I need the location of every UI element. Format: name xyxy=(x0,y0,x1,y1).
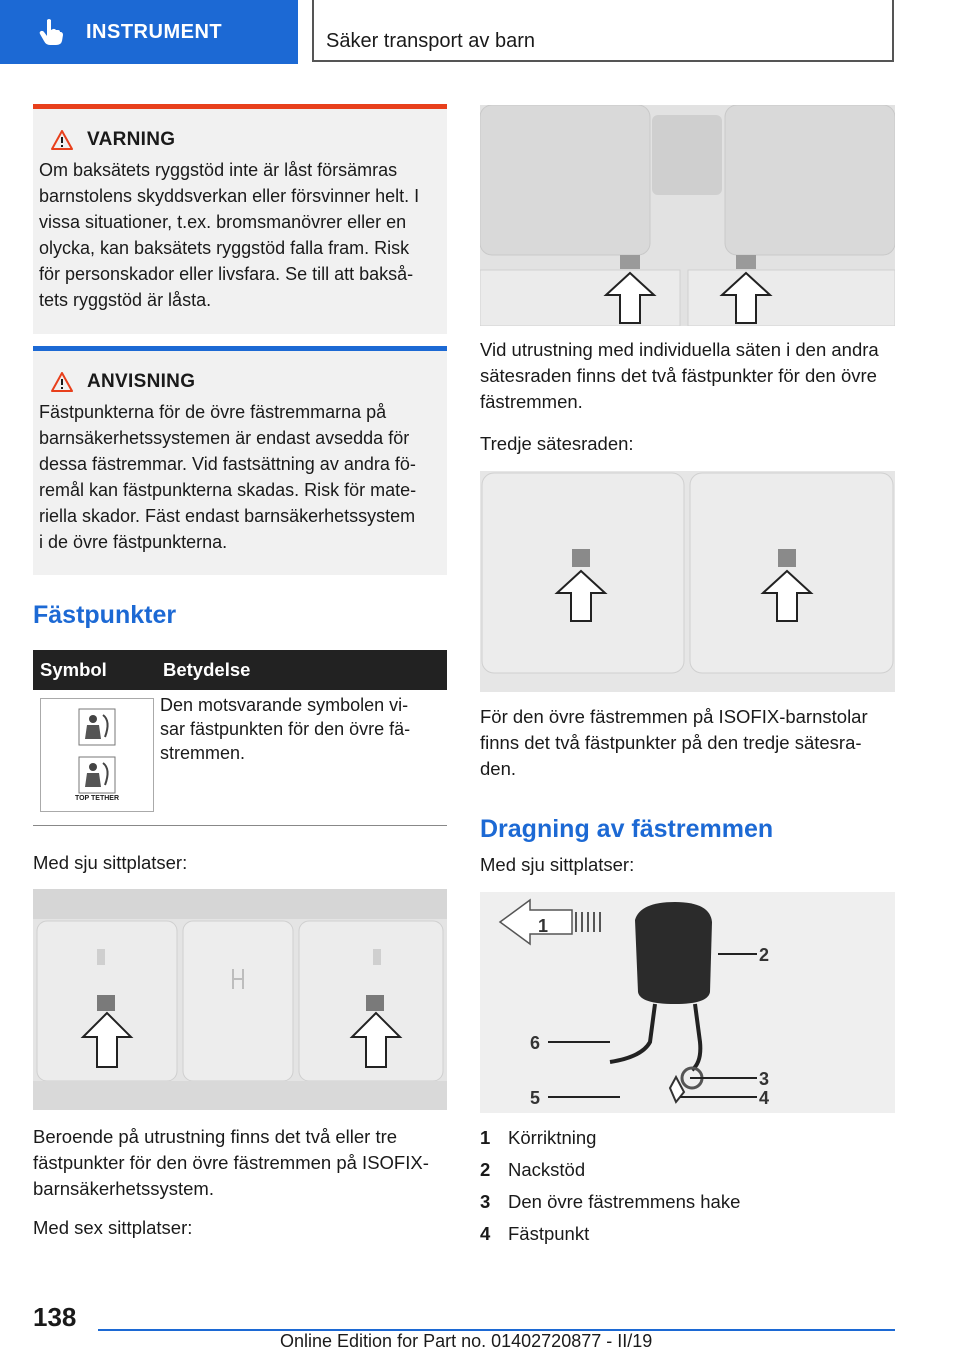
six-seats-label: Med sex sittplatser: xyxy=(33,1217,193,1238)
third-row-text: För den övre fästremmen på ISOFIX-barnstolar finns det två fästpunkter på den tredje sätesra- den. xyxy=(480,706,868,779)
tether-routing-figure xyxy=(480,892,895,1113)
page-title: Säker transport av barn xyxy=(326,30,535,52)
symbol-meaning: Den motsvarande symbolen vi- sar fästpunkten för den övre fä- stremmen. xyxy=(160,695,411,763)
pointing-hand-icon xyxy=(36,17,66,47)
section-heading-dragning: Dragning av fästremmen xyxy=(480,815,774,843)
warning-text: Om baksätets ryggstöd inte är låst försämras barnstolens skyddsverkan eller försvinner helt. I vissa situationer, t.ex. bromsmanövrer eller en olycka, kan baksätets ryggstöd falla fram. Risk för personskador eller livsfara. Se till att bakså- tets ryggstöd är låsta. xyxy=(39,160,420,310)
third-row-label: Tredje sätesraden: xyxy=(480,433,634,454)
warning-box xyxy=(33,104,447,334)
table-header xyxy=(33,650,447,690)
availability-text: Beroende på utrustning finns det två eller tre fästpunkter för den övre fästremmen på ISOFIX- barnsäkerhetssystem. xyxy=(33,1126,429,1199)
list-item: 2 Nackstöd xyxy=(480,1159,586,1180)
callout-6: 6 xyxy=(530,1033,541,1053)
seven-seat-anchor-figure xyxy=(33,889,447,1110)
table-row xyxy=(33,690,447,826)
warning-title: VARNING xyxy=(87,129,176,150)
callout-1: 1 xyxy=(538,916,549,936)
caution-triangle-icon xyxy=(51,372,73,392)
warning-bar xyxy=(33,104,447,109)
col-symbol-header: Symbol xyxy=(40,659,107,680)
top-tether-caption: TOP TETHER xyxy=(74,795,120,802)
symbol-table xyxy=(33,650,447,826)
callout-5: 5 xyxy=(530,1088,541,1108)
seven-seats-label: Med sju sittplatser: xyxy=(33,852,188,873)
col-meaning-header: Betydelse xyxy=(163,659,251,680)
footer-edition: Online Edition for Part no. 01402720877 - II/19 xyxy=(280,1331,653,1351)
section-heading-fastpunkter: Fästpunkter xyxy=(33,601,177,629)
notice-title: ANVISNING xyxy=(87,371,196,392)
section-tab[interactable] xyxy=(0,0,298,64)
individual-seats-text: Vid utrustning med individuella säten i den andra sätesraden finns det två fästpunkter för den övre fästremmen. xyxy=(480,339,879,412)
notice-box xyxy=(33,346,447,575)
figure-legend xyxy=(480,1122,740,1250)
list-item: 4 Fästpunkt xyxy=(480,1223,590,1244)
notice-bar xyxy=(33,346,447,351)
third-row-figure xyxy=(480,471,895,692)
seven-seats-label-2: Med sju sittplatser: xyxy=(480,854,635,875)
callout-2: 2 xyxy=(759,945,770,965)
list-item: 3 Den övre fästremmens hake xyxy=(480,1191,741,1212)
notice-text: Fästpunkterna för de övre fästremmarna på barnsäkerhetssystemen är endast avsedda för dessa fästremmar. Vid fastsättning av andra fö- remål kan fästpunkterna skadas. Risk för mate- riella skador. Fäst endast barnsäkerhetssystem i de övre fästpunkterna. xyxy=(39,402,417,552)
page-number: 138 xyxy=(33,1302,77,1332)
list-item: 1 Körriktning xyxy=(480,1127,597,1148)
callout-3: 3 xyxy=(759,1069,770,1089)
warning-triangle-icon xyxy=(51,130,73,150)
top-tether-symbol xyxy=(40,698,154,812)
section-label: INSTRUMENT xyxy=(86,20,223,43)
individual-seats-figure xyxy=(480,105,895,326)
callout-4: 4 xyxy=(759,1088,770,1108)
